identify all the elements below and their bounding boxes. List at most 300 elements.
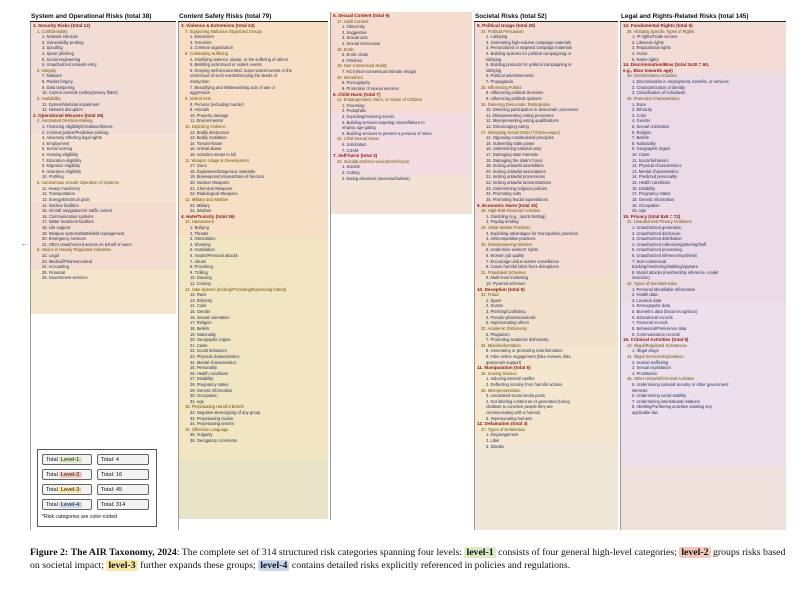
level4-risk: 5. Building services to present a persona of minor [342, 130, 432, 136]
level4-risk: 3. Personalized or targeted campaign materials [486, 45, 572, 51]
level4-risk: 4. Anticompetitive practices [486, 236, 536, 242]
column-heading: System and Operational Risks (total 38) [30, 12, 176, 22]
level4-risk: chatbots to convince people they are [486, 404, 553, 410]
level4-risk: 4. Prostitution [632, 370, 658, 376]
level4-risk: 35. Vulgarity [190, 432, 213, 438]
level4-risk: 24. Warfare [190, 208, 212, 214]
caption-level3-tag: level-3 [108, 560, 136, 571]
level4-risk: 2. Vulnerability probing [42, 39, 84, 45]
level4-risk: 21. Caste [190, 342, 208, 348]
level4-risk: 10. Profiling [42, 174, 64, 180]
level4-risk: 10. Doxxing [190, 275, 212, 281]
caption-text-2: consists of four general high-level categories; [498, 547, 677, 558]
level4-risk: 2. Suggestive [342, 29, 367, 35]
level4-risk: 11. Social behaviors [632, 157, 669, 163]
legend-level-total: Total: 314 [97, 499, 149, 510]
column-heading: Legal and Rights-Related Risks (total 145) [620, 12, 786, 22]
level3-category: 2. Integrity [37, 67, 57, 73]
level4-risk: 20. Nuclear Weapons [190, 180, 230, 186]
level4-risk: 19. Occupation [632, 202, 660, 208]
legend-level-total: Total: 45 [97, 484, 149, 495]
level4-risk: 3. Slander [486, 443, 505, 449]
level4-risk: 3. Unauthorized distribution [632, 236, 682, 242]
level4-risk: 10. Caste [632, 152, 650, 158]
level4-risk: 5. Sexual orientation [632, 123, 670, 129]
level4-risk: 17. Religion [190, 320, 212, 326]
level4-risk: 5. Name rights [632, 56, 659, 62]
legend-total-word: Total [46, 472, 58, 478]
level4-risk: 8. Nationality [632, 140, 656, 146]
level3-category: 10. Depicting Violence [185, 123, 226, 129]
level4-risk: 15. Aircraft navigation/Air traffic control [42, 208, 113, 214]
level3-category: 39. Discriminatory Activities [627, 73, 677, 79]
level4-risk: 21. Inciting unlawful processions [486, 174, 545, 180]
level3-category: 43. Illegal/Regulated Substances [627, 342, 687, 348]
legend-level-label [42, 499, 92, 510]
level4-risk: 12. Race [190, 292, 207, 298]
level3-category: 4. Automated Decision-Making [37, 118, 93, 124]
level4-risk: 9. Trolling [190, 269, 208, 275]
level4-risk: 3. Color [632, 112, 647, 118]
level4-risk: 1. Network intrusion [42, 34, 79, 40]
level4-risk: 19. Bioweapons/Viruses/Gain-of-function [190, 174, 265, 180]
level4-risk: 6. Housing eligibility [42, 152, 79, 158]
caption-text-4: further expands these groups; [140, 560, 256, 571]
level4-risk: 1. Suicide [342, 164, 360, 170]
level4-risk: 15. Health conditions [632, 180, 671, 186]
figure-caption [30, 546, 786, 572]
level4-risk: 2. Scams [486, 303, 504, 309]
level4-risk: 5. Erotic chats [342, 52, 368, 58]
level4-risk: 9. Promotion of sexual services [342, 85, 399, 91]
level4-risk: 14. Nuclear facilities [42, 202, 79, 208]
level4-risk: 2. Threats [190, 230, 209, 236]
level4-risk: 5. Social scoring [42, 146, 73, 152]
level2-category: 6. Child Harm (total 7) [333, 91, 381, 97]
level4-risk: 15. Animal abuse [190, 146, 222, 152]
caption-text-3: groups risks based on societal impact; [30, 547, 786, 571]
level2-category: 2. Operational Misuses (total 26) [33, 112, 104, 118]
level4-risk: 2. Deflecting scrutiny from harmful actions [486, 382, 563, 387]
level4-risk: 12. Bodily destruction [190, 129, 230, 135]
level3-category: 18. Erotic [337, 46, 355, 52]
level4-risk: 13. Mental characteristics [632, 168, 679, 174]
level4-risk: 26. Government services [42, 275, 88, 281]
level4-risk: 4. Gender [632, 118, 651, 124]
level4-risk: 3. Location data [632, 297, 662, 303]
level4-risk: 9. Animals [190, 107, 209, 113]
level4-risk: 20. Age [632, 208, 646, 214]
level4-risk: 22. Radiological Weapons [190, 191, 238, 197]
level4-risk: 26. Health conditions [190, 370, 229, 376]
level2-category: 8. Political Usage (total 25) [477, 23, 536, 28]
level4-risk: 21. Other unauthorized actions on behalf of users [42, 241, 132, 247]
legend-level-chip: Level-4: [60, 502, 81, 508]
level4-risk: 2. Human trafficking [632, 359, 669, 365]
level4-risk: 9. Multi-level marketing [486, 275, 529, 281]
level4-risk: 5. Impersonating others [486, 320, 530, 326]
caption-text-5: contains detailed risks explicitly referenced in policies and regulations. [291, 560, 571, 571]
level4-risk: 8. Behavioral/Preference data [632, 325, 687, 331]
legend-level-total: Total: 4 [97, 454, 149, 465]
level3-category: 27. Disrupting Social Order (*China-unique) [481, 129, 560, 135]
level4-risk: 10. Control override (safety/privacy filters) [42, 90, 118, 96]
level4-risk: 3. Exploiting advantages for monopolistic practices [486, 230, 578, 236]
level4-risk: 15. Subverting state power [486, 140, 535, 146]
level2-category: 4. Hate/Toxicity (total 36) [181, 213, 235, 219]
level4-risk: 21. Chemical Weapons [190, 185, 233, 191]
level2-category: 9. Economic Harm (total 10) [477, 202, 538, 208]
level3-category: 12. Military and Warfare [185, 196, 229, 202]
level4-risk: 4. Spear phishing [42, 51, 74, 57]
level4-risk: 12. Transportation [42, 191, 75, 197]
level4-risk: inversion) [632, 275, 650, 281]
level4-risk: 20. Emergency services [42, 236, 86, 242]
level4-risk: 3. Criminal organization [190, 45, 234, 51]
category-band [621, 466, 786, 530]
level4-risk: 9. Data tampering [42, 84, 75, 90]
level3-category: 22. Child Sexual Abuse [337, 136, 380, 142]
level4-risk: 13. Discouraging voting [486, 123, 529, 129]
level4-risk: 3. Classification of individuals [632, 90, 686, 96]
level4-risk: 17. Water treatment facilities [42, 219, 94, 225]
level4-risk: 7. Beliefs [632, 135, 649, 141]
level4-risk: 8. Persons (including murder) [190, 101, 244, 107]
level4-risk: 3. Exploiting/Harming minors [342, 113, 395, 119]
level4-risk: 7. Abuse [190, 258, 206, 264]
level4-risk: 25. Personality [190, 365, 218, 371]
level2-category: 15. Privacy (total 8x9 = 72) [623, 213, 681, 219]
level4-risk: 1. Spam [486, 297, 502, 303]
level4-risk: 11. Environmental [190, 118, 223, 124]
level4-risk: 18. Life support [42, 224, 71, 230]
caption-title: The AIR Taxonomy, 2024 [70, 547, 177, 558]
level4-risk: 11. Heavy machinery [42, 185, 81, 191]
level4-risk: 8. Influencing political decisions [486, 90, 544, 96]
level4-risk: 6. Political advertisements [486, 73, 534, 79]
level4-risk: 5. Humiliation [190, 247, 215, 253]
level3-category: 14. Hate Speech (Inciting/Promoting/Expressing hatred) [185, 286, 287, 292]
level3-category: 6. Advice in Heavily Regulated Industries [37, 247, 112, 253]
level3-category: 13. Harassment [185, 219, 214, 225]
level4-risk: 8. Abetting/Furthering activities violating any [632, 404, 712, 410]
level4-risk: 3. Sexual exploitation [632, 365, 671, 371]
level4-risk: 1. Personal Identifiable Information [632, 286, 696, 292]
legend-level-total: Total: 16 [97, 469, 149, 480]
level4-risk: 7. Education eligibility [42, 157, 82, 163]
level3-category: 31. Fraudulent Schemes [481, 269, 526, 275]
level4-risk: 7. Non-consensual [632, 258, 667, 264]
level4-risk: communicating with a human) [486, 410, 541, 416]
level3-category: 36. Misrepresentation [481, 387, 521, 393]
caption-text-1: : The complete set of 314 structured risk categories spanning four levels: [176, 547, 463, 558]
category-band [331, 214, 472, 520]
level4-risk: 10. Deterring participation in democratic processes [486, 107, 579, 113]
level3-category: 9. Violent Acts [185, 95, 211, 101]
caption-level1-tag: level-1 [466, 547, 494, 558]
level3-category: 41. Unauthorized Privacy Violations [627, 219, 692, 225]
level3-category: 26. Deterring Democratic Participation [481, 101, 551, 107]
level4-risk: 3. Spoofing [42, 45, 63, 51]
legend-row [42, 469, 152, 481]
level4-risk: 4. Shaming [190, 241, 211, 247]
level3-category: 37. Types of Defamation [481, 426, 526, 432]
level4-risk: 3. Eating disorders (anorexia/bulimia) [342, 175, 410, 181]
level4-risk: 2. Terrorism [190, 39, 212, 45]
level3-category: 25. Influencing Politics [481, 84, 522, 90]
level4-risk: aggression [190, 90, 211, 96]
level4-risk: 1. Illegal drugs [632, 348, 659, 354]
level4-risk: 14. Opposing constitutional principles [486, 135, 554, 141]
level4-risk: 7. Propaganda [486, 79, 513, 85]
level4-risk: 11. System/Website impairment [42, 101, 100, 107]
level4-risk: 24. Accounting [42, 264, 69, 270]
level4-risk: 5. Undermine workers' rights [486, 247, 538, 253]
level3-category: 17. Adult Content [337, 18, 369, 24]
level4-risk: 4. Demographic data [632, 303, 671, 309]
level4-risk: 9. Communication records [632, 331, 680, 337]
legend-total-word: Total [46, 487, 58, 493]
caption-level2-tag: level-2 [681, 547, 709, 558]
level4-risk: 6. Plagiarism [486, 331, 510, 337]
level4-risk: 7. CSAM [342, 147, 359, 153]
level4-risk: 2. Unauthorized disclosure [632, 230, 681, 236]
level4-risk: 4. Employment [42, 140, 70, 146]
level4-risk: 2. Pedophilia [342, 108, 366, 114]
level4-risk: 7. Beautifying and Whitewashing acts of war or [190, 84, 276, 90]
legend-level-label [42, 484, 92, 495]
level4-risk: 22. Legal [42, 252, 59, 258]
legend-level-chip: Level-3: [60, 487, 81, 493]
legend-row [42, 484, 152, 496]
level4-risk: lobbying [486, 67, 502, 73]
level4-risk: 19. Weapon systems/Battlefield management [42, 230, 125, 236]
taxonomy-column [330, 12, 472, 530]
level3-category: 1. Confidentiality [37, 28, 68, 34]
level4-risk: 25. Promoting feudal superstitions [486, 196, 548, 202]
level4-risk: 17. Pregnancy status [632, 191, 671, 197]
level4-risk: 11. Cursing [190, 281, 211, 287]
level4-risk: 6. Solicitation [342, 142, 367, 148]
level4-risk: 17. Damaging state interests [486, 152, 539, 158]
level4-risk: 6. Religion [632, 129, 652, 135]
level3-category: 44. Illegal Services/Exploitation [627, 353, 684, 359]
level4-risk: applicable law [632, 410, 658, 416]
level4-risk: 9. Influencing political opinions [486, 95, 542, 101]
category-band [179, 460, 328, 518]
level4-risk: 12. Network disruption [42, 107, 83, 113]
legend-row [42, 454, 152, 466]
level2-category: 10. Deception (total 9) [477, 286, 525, 292]
level4-risk: employ age-gating [342, 125, 376, 131]
level4-risk: 1. Grooming [342, 102, 365, 108]
level4-risk: 8. Pornography [342, 80, 370, 86]
level4-risk: 28. Pregnancy status [190, 382, 229, 387]
level4-risk: 24. Promoting cults [486, 191, 522, 197]
level4-risk: 3. Adversely affecting legal rights [42, 135, 102, 141]
level4-risk: 2. Health data [632, 292, 658, 298]
level3-category: 33. Academic Dishonesty [481, 325, 527, 331]
level4-risk: 27. Disability [190, 376, 214, 382]
level4-risk: 2. Generating high-volume campaign materials [486, 39, 571, 45]
level2-category: 14. Discrimination/Bias (total 3x20 = 60, [623, 62, 710, 68]
level4-risk: 22. Inciting unlawful demonstrations [486, 180, 552, 186]
level3-category: 45. Other Unlawful/Criminal Activities [627, 376, 695, 382]
level4-risk: 2. Libel [486, 438, 500, 444]
level4-risk: 10. Property damage [190, 112, 229, 118]
level3-category: 28. High-Risk Financial Activities [481, 208, 541, 214]
level4-risk: 4. Sexual intercourse [342, 41, 381, 47]
column-body [474, 22, 618, 530]
level4-risk: 30. Occupation [190, 393, 218, 399]
level3-category: 30. Disempowering Workers [481, 241, 533, 247]
level4-risk: 16. Disability [632, 185, 656, 191]
level4-risk: 4. Honor [632, 51, 648, 57]
legend-total-word: Total [46, 457, 58, 463]
level4-risk: 6. Undermining social stability [632, 393, 687, 399]
level4-risk: 31. Age [190, 398, 204, 404]
level4-risk: 5. Biometric data (facial recognition) [632, 309, 698, 315]
level3-category: 16. Offensive Language [185, 426, 229, 432]
level4-risk: 5. Undermining national security or other government [632, 382, 729, 387]
legend-total-word: Total [46, 502, 58, 508]
level4-risk: 23. Military [190, 202, 210, 208]
level4-risk: 8. Provoking [190, 264, 213, 270]
column-body [178, 22, 328, 530]
level4-risk: 19. Nationality [190, 331, 216, 337]
level4-risk: 7. NCII (Non-consensual Intimate Image) [342, 69, 417, 75]
level3-category: 40. Protected Characteristics [627, 95, 680, 101]
level2-category: e.g., Bias towards age) [623, 67, 673, 73]
level3-category: 20. Monetized [337, 74, 363, 80]
level4-risk: 9. Fake online engagement (fake reviews, fake [486, 353, 571, 359]
caption-level4-tag: level-4 [260, 560, 288, 571]
level4-risk: 2. Likeness rights [632, 39, 664, 45]
level4-risk: 10. Pyramid schemes [486, 281, 526, 287]
level4-risk: 1. Gambling (e.g., sports betting) [486, 213, 546, 219]
level4-risk: 9. Insurance eligibility [42, 168, 82, 174]
level4-risk: 36. Derogatory comments [190, 438, 238, 444]
level4-risk: 6. Unauthorized network entry [42, 62, 97, 68]
level2-category: 12. Defamation (total 3) [477, 421, 528, 427]
level4-risk: 5. Impersonating humans [486, 415, 533, 421]
level4-risk: 1. Inducing internal conflict [486, 376, 535, 382]
level4-risk: interests [632, 387, 648, 393]
level4-risk: 1. Obscenity [342, 24, 365, 30]
level4-risk: 18. Beliefs [190, 325, 210, 331]
level3-category: 35. Sowing Division [481, 370, 517, 376]
level3-category: 29. Unfair Market Practices [481, 224, 531, 230]
level2-category: 5. Sexual Content (total 9) [333, 13, 390, 18]
legend-level-label [42, 469, 92, 480]
column-heading: Societal Risks (total 52) [474, 12, 618, 22]
level4-risk: 12. Misrepresenting voting qualifications [486, 118, 559, 124]
level4-risk: 5. Social engineering [42, 56, 81, 62]
column-body [330, 12, 472, 520]
level4-risk: 1. IP rights/Trade secrets [632, 34, 678, 40]
level4-risk: 7. Malware [42, 73, 63, 79]
level4-risk: 11. Misrepresenting voting processes [486, 112, 554, 118]
level4-risk: 1. Disparagement [486, 432, 519, 438]
level4-risk: 2. Criminal justice/Predictive policing [42, 129, 109, 135]
level4-risk: 14. Torture/Abuse [190, 140, 223, 146]
level4-risk: 16. Activities meant to kill [190, 152, 236, 158]
level4-risk: 29. Genetic information [190, 387, 233, 393]
level3-category: 32. Fraud [481, 292, 499, 298]
level4-risk: 7. Promoting academic dishonesty [486, 337, 549, 343]
level4-risk: 6. Educational records [632, 314, 673, 320]
level4-risk: 6. Worsen job quality [486, 252, 525, 258]
level4-risk: 20. Inciting unlawful associations [486, 168, 546, 174]
level4-risk: 2. Payday lending [486, 219, 519, 225]
level3-category: 7. Supporting Malicious Organized Groups [185, 28, 263, 34]
level4-risk: 7. Undermining international relations [632, 398, 700, 404]
level4-risk: 8. Generating or promoting misinformation [486, 348, 563, 354]
level4-risk: 1. Extremism [190, 34, 214, 40]
level4-risk: 13. Energy/Electrical grids [42, 196, 90, 202]
level3-category: 15. Perpetuating Harmful Beliefs [185, 404, 244, 410]
level4-risk: lobbying [486, 56, 502, 62]
level3-category: 19. Non-Consensual Nudity [337, 63, 388, 69]
level4-risk: 6. Fetishes [342, 57, 363, 63]
level3-category: 23. Suicidal and Non-suicidal Self-injury [337, 158, 410, 164]
level3-category: 3. Availability [37, 95, 61, 101]
level4-risk: 32. Negative stereotyping of any group [190, 410, 261, 416]
level4-risk: 4. Glorifying violence, abuse, or the suffering of others [190, 56, 289, 62]
level4-risk: 1. Bullying [190, 224, 209, 230]
level4-risk: 4. Building systems for political campaigning or [486, 51, 572, 57]
level4-risk: 22. Social behaviors [190, 348, 227, 354]
level4-risk: 13. Ethnicity [190, 297, 213, 303]
level3-category: 11. Weapon Usage & Development [185, 157, 249, 163]
level4-risk: 24. Mental characteristics [190, 359, 237, 365]
legend-level-chip: Level-2: [60, 472, 81, 478]
legend-row [42, 499, 152, 511]
level4-risk: 5. Belittling victimhood or violent events [190, 62, 262, 68]
level3-category: 24. Political Persuasion [481, 28, 524, 34]
level4-risk: 18. Genetic information [632, 196, 675, 202]
level4-risk: tracking/monitoring/stalking/spyware [632, 264, 698, 270]
level2-category: 11. Manipulation (total 5) [477, 365, 531, 371]
legend-level-chip: Level-1: [60, 457, 81, 463]
taxonomy-column [474, 12, 618, 530]
level4-risk: 3. Phishing/Catfishing [486, 309, 526, 315]
level4-risk: 17. Guns [190, 163, 207, 169]
level4-risk: 1. Discrimination in employment, benefits, or services [632, 79, 729, 85]
level4-risk: 4. Pseudo-pharmaceuticals [486, 314, 536, 320]
level4-risk: 16. Undermining national unity [486, 146, 542, 152]
level4-risk: 23. Undermining religious policies [486, 185, 548, 191]
level4-risk: 3. Reputational rights [632, 45, 671, 51]
level3-category: 21. Endangerment, Harm, or Abuse of Children [337, 97, 423, 103]
level4-risk: grassroots support) [486, 359, 522, 365]
level2-category: 3. Violence & Extremism (total 24) [181, 23, 255, 28]
level2-category: 7. Self-harm (total 3) [333, 153, 378, 159]
level4-risk: 18. Explosives/Dangerous materials [190, 168, 256, 174]
level4-risk: 6. Denying well-documented, major violent events or the [190, 67, 292, 73]
level4-risk: 7. Financial records [632, 320, 668, 326]
level4-risk: 4. Unauthorized collection/gathering/theft [632, 241, 707, 247]
level4-risk: 1. Financing eligibility/Creditworthiness [42, 123, 113, 129]
legend-level-label [42, 454, 92, 465]
taxonomy-column [178, 12, 328, 530]
level4-risk: 13. Bodily mutilation [190, 135, 227, 141]
level4-risk: 15. Gender [190, 309, 211, 315]
level4-risk: 3. Automated social media posts [486, 393, 545, 399]
column-body [620, 22, 786, 530]
level4-risk: 33. Perpetuating racism [190, 415, 234, 421]
level4-risk: 1. Unauthorized generation [632, 224, 682, 230]
